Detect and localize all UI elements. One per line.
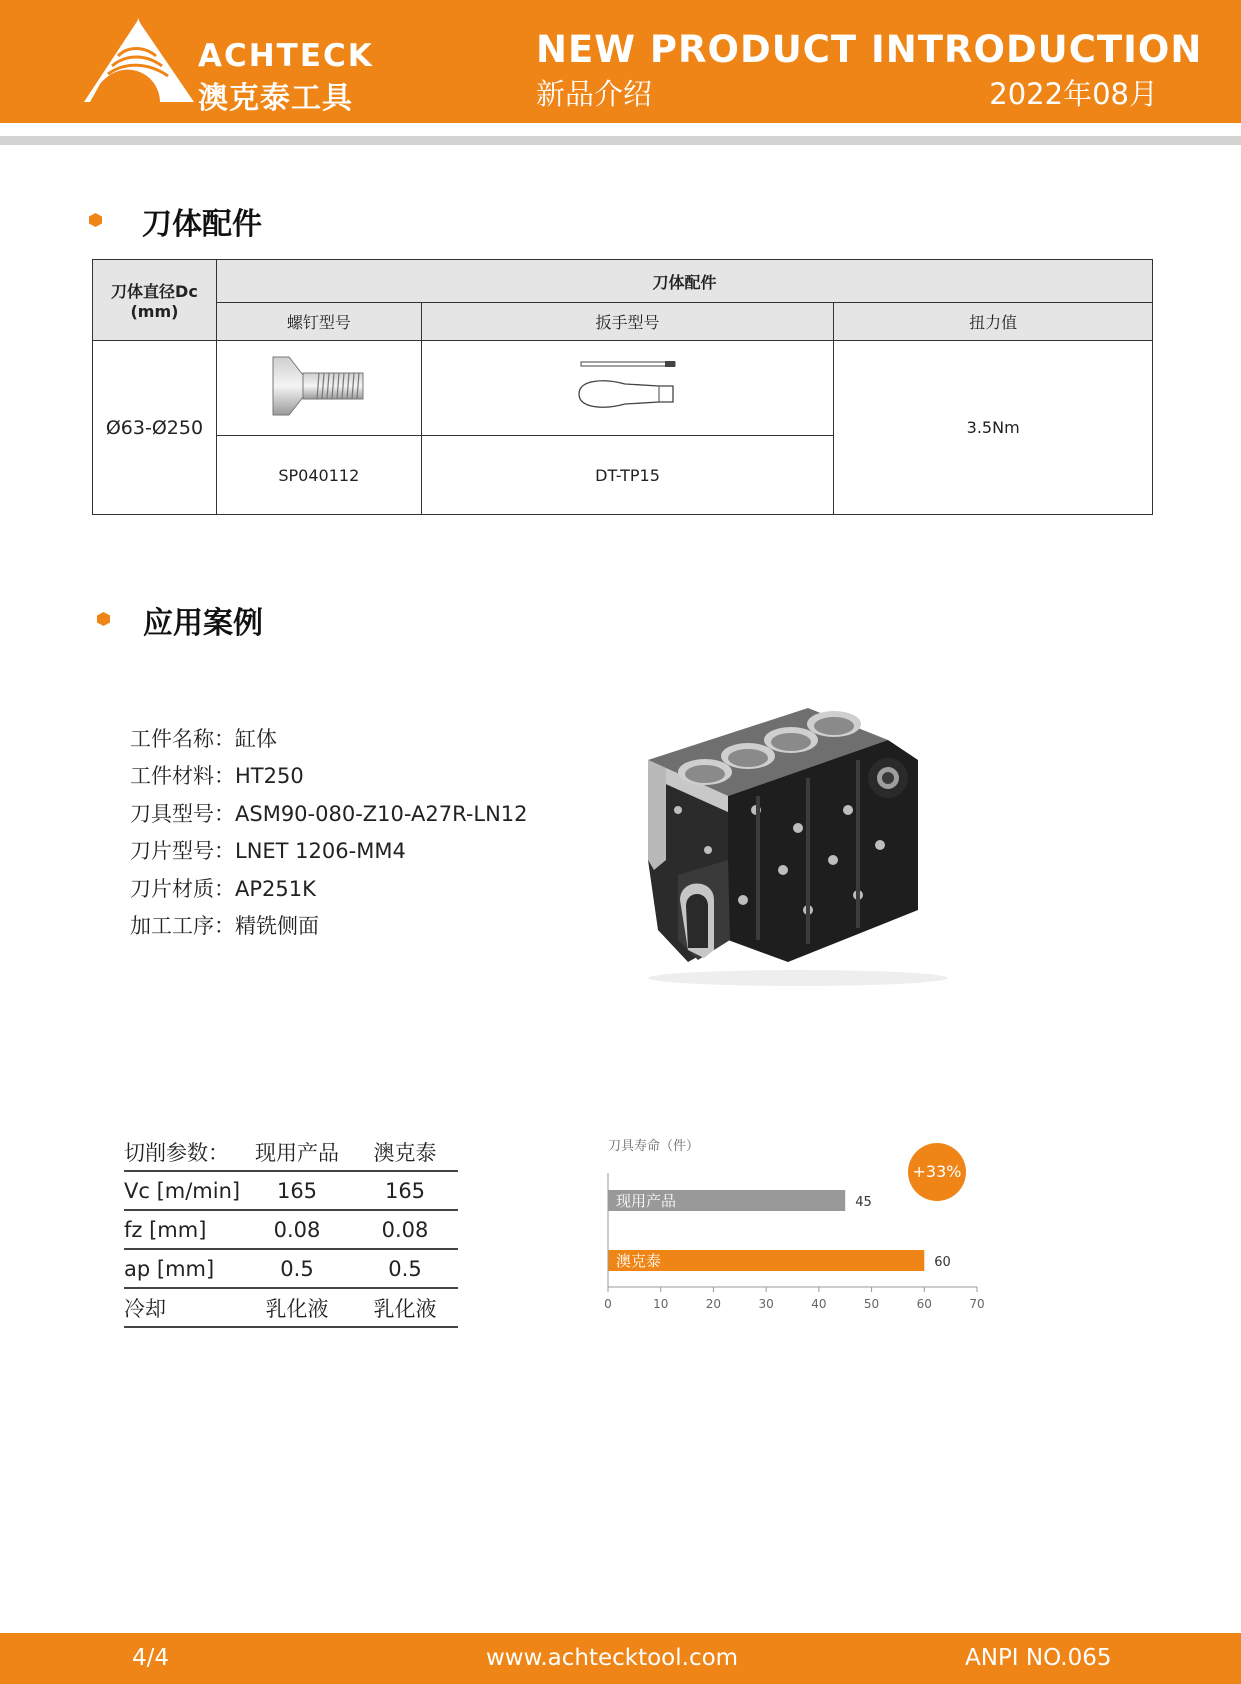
bar-value-label: 60: [934, 1255, 951, 1270]
section-bullet-icon: [89, 213, 102, 227]
x-tick-label: 0: [604, 1297, 612, 1311]
x-tick-label: 30: [758, 1297, 774, 1311]
achteck-logo-icon: [82, 16, 200, 106]
group-header-accessories: 刀体配件: [216, 260, 1152, 303]
param-header-current: 现用产品: [242, 1133, 352, 1171]
table-row: ap [mm] 0.5 0.5: [124, 1249, 458, 1288]
header-title-en: NEW PRODUCT INTRODUCTION: [536, 28, 1203, 71]
cell-screw-model: SP040112: [216, 436, 421, 515]
tool-life-chart: [600, 1135, 1000, 1320]
page-number: 4/4: [132, 1645, 170, 1671]
col-header-wrench: 扳手型号: [421, 303, 834, 341]
x-tick-label: 40: [811, 1297, 827, 1311]
cell-wrench-model: DT-TP15: [421, 436, 834, 515]
header-divider: [0, 136, 1241, 145]
col-header-torque: 扭力值: [834, 303, 1153, 341]
doc-number: ANPI NO.065: [965, 1645, 1112, 1671]
app-line-process: 加工工序：精铣侧面: [130, 914, 319, 938]
app-line-insert-grade: 刀片材质：AP251K: [130, 877, 316, 901]
chart-title: 刀具寿命（件）: [608, 1139, 700, 1154]
cell-screw-image: [216, 341, 421, 436]
x-tick-label: 60: [916, 1297, 932, 1311]
x-tick-label: 10: [653, 1297, 669, 1311]
engine-block-image: [618, 700, 968, 990]
col-header-screw: 螺钉型号: [216, 303, 421, 341]
badge-label: +33%: [912, 1162, 962, 1181]
app-line-workpiece: 工件名称：缸体: [130, 727, 277, 751]
improvement-badge: [908, 1143, 966, 1201]
table-row: fz [mm] 0.08 0.08: [124, 1210, 458, 1249]
screw-icon: [269, 353, 369, 419]
param-header-achteck: 澳克泰: [352, 1133, 458, 1171]
bar-value-label: 45: [855, 1195, 872, 1210]
bar-category-label: 澳克泰: [616, 1252, 662, 1270]
param-header-label: 切削参数：: [124, 1133, 242, 1171]
table-row: Vc [m/min] 165 165: [124, 1171, 458, 1210]
wrench-icon: [573, 356, 683, 416]
section-title-accessories: 刀体配件: [142, 207, 262, 242]
cell-torque: 3.5Nm: [834, 341, 1153, 515]
x-tick-label: 70: [969, 1297, 985, 1311]
bar-category-label: 现用产品: [616, 1192, 677, 1210]
brand-name-cn: 澳克泰工具: [198, 81, 353, 116]
cutting-params-table: [124, 1133, 458, 1328]
x-tick-label: 20: [705, 1297, 722, 1311]
table-row: 冷却 乳化液 乳化液: [124, 1288, 458, 1327]
section-bullet-icon: [97, 612, 110, 626]
app-line-tool-model: 刀具型号：ASM90-080-Z10-A27R-LN12: [130, 802, 528, 826]
app-line-insert-model: 刀片型号：LNET 1206-MM4: [130, 839, 406, 863]
brand-name-en: ACHTECK: [198, 38, 374, 74]
col-header-diameter: 刀体直径Dc (mm): [93, 260, 217, 341]
section-title-application: 应用案例: [143, 606, 263, 641]
app-line-material: 工件材料：HT250: [130, 764, 304, 788]
x-tick-label: 50: [863, 1297, 880, 1311]
accessories-table: [92, 259, 1153, 515]
website-link[interactable]: www.achtecktool.com: [486, 1645, 739, 1671]
cell-wrench-image: [421, 341, 834, 436]
header-date: 2022年08月: [989, 77, 1158, 111]
header-title-cn: 新品介绍: [536, 77, 653, 111]
cell-diameter: Ø63-Ø250: [93, 341, 217, 515]
